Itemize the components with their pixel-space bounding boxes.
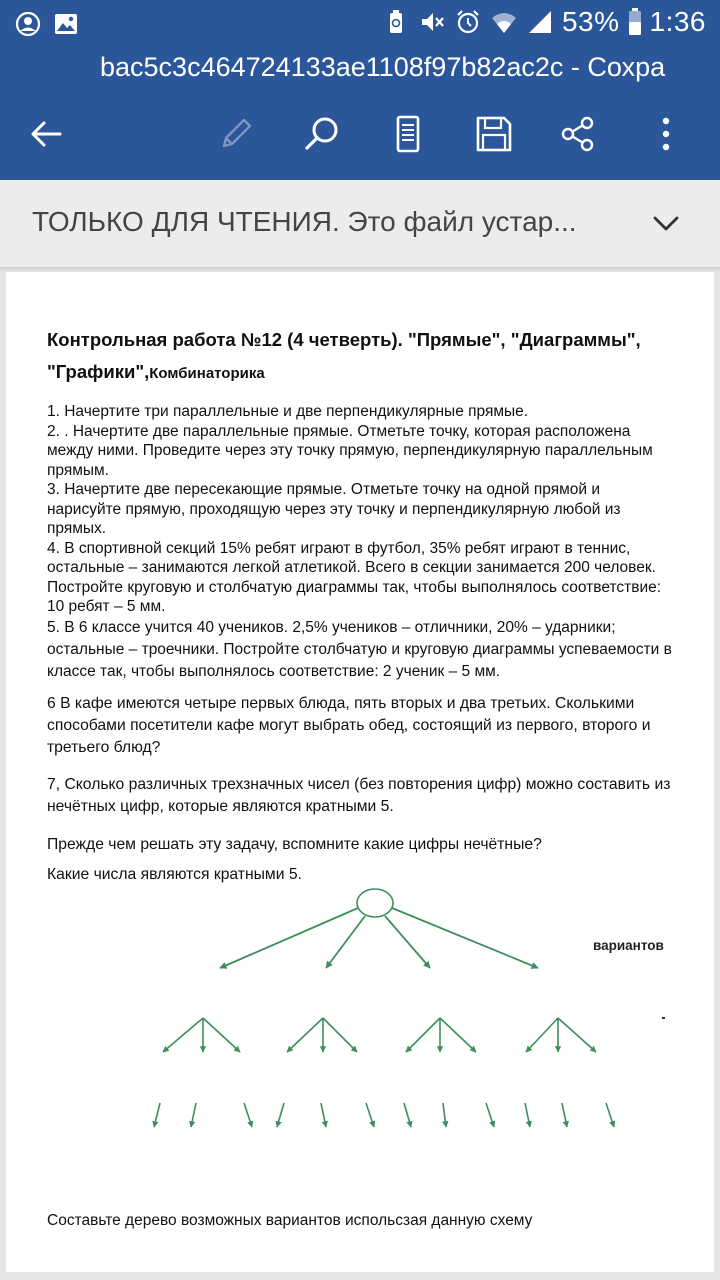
- account-circle-icon: [14, 10, 42, 38]
- document-title: bac5c3c464724133ae1108f97b82ac2c - Сохра: [100, 52, 666, 82]
- mute-icon: [418, 8, 446, 36]
- edit-button[interactable]: [210, 108, 262, 160]
- dash-mark: [662, 1017, 665, 1019]
- task-item: 2. . Начертите две параллельные прямые. Отметьте точку, которая расположена между ними. Проведите через эту точку прямую, перпендикулярную параллельным прямым.: [47, 422, 653, 479]
- footer-task: Составьте дерево возможных вариантов испольсзая данную схему: [47, 1212, 533, 1229]
- document-heading: [47, 324, 677, 390]
- task-7: 7, Сколько различных трехзначных чисел (без повторения цифр) можно составить из нечётных цифр, которые являются кратными 5.: [47, 775, 671, 815]
- heading-line-2-small: Комбинаторика: [149, 365, 265, 382]
- edit-pencil-icon: [216, 114, 256, 154]
- battery-saver-icon: [382, 8, 410, 36]
- task-item: 4. В спортивной секций 15% ребят играют в футбол, 35% ребят играют в теннис, остальные – занимаются легкой атлетикой. Всего в секции занимается 200 человек. Постройте круговую и столбчатую диаграммы так, чтобы выполнялось соответствие: 10 ребят – 5 мм.: [47, 539, 662, 615]
- task-item: 3. Начертите две пересекающие прямые. Отметьте точку на одной прямой и нарисуйте прямую, проходящую через эту точку и перпендикулярную любой из прямых.: [47, 481, 621, 537]
- document-body: [47, 324, 677, 886]
- share-icon: [558, 114, 598, 154]
- read-only-message: ТОЛЬКО ДЛЯ ЧТЕНИЯ. Это файл устар...: [32, 206, 577, 237]
- diagram-label: вариантов: [593, 938, 664, 953]
- signal-icon: [526, 8, 554, 36]
- more-icon: [646, 114, 686, 154]
- battery-icon: [628, 8, 642, 36]
- read-only-banner[interactable]: [0, 180, 720, 268]
- root-node: [357, 889, 393, 917]
- share-button[interactable]: [552, 108, 604, 160]
- save-button[interactable]: [468, 108, 520, 160]
- image-icon: [52, 10, 80, 38]
- back-button[interactable]: [20, 108, 72, 160]
- tree-diagram: [6, 880, 714, 1140]
- task-item: 1. Начертите три параллельные и две перпендикулярные прямые.: [47, 403, 529, 420]
- wifi-icon: [490, 8, 518, 36]
- battery-percent: 53%: [561, 6, 620, 37]
- hint-multiples: Какие числа являются кратными 5.: [47, 865, 302, 883]
- alarm-icon: [454, 8, 482, 36]
- hint-odd-digits: Прежде чем решать эту задачу, вспомните какие цифры нечётные?: [47, 835, 542, 853]
- app-bar: [0, 0, 720, 180]
- back-arrow-icon: [26, 114, 66, 154]
- task-item: 5. В 6 классе учится 40 учеников. 2,5% учеников – отличники, 20% – ударники; остальные – троечники. Постройте столбчатую и круговую диаграммы успеваемости в классе так, чтобы выполнялось соответствие: 2 ученик – 5 мм.: [47, 618, 672, 680]
- mobile-view-icon: [388, 114, 428, 154]
- task-6: 6 В кафе имеются четыре первых блюда, пять вторых и два третьих. Сколькими способами посетители кафе могут выбрать обед, состоящий из первого, второго и третьего блюд?: [47, 694, 651, 756]
- heading-line-2-main: "Графики",: [47, 361, 150, 382]
- clock: 1:36: [649, 6, 706, 37]
- search-icon: [302, 114, 342, 154]
- status-bar: [0, 0, 720, 48]
- chevron-down-icon[interactable]: [648, 206, 684, 242]
- heading-line-1: Контрольная работа №12 (4 четверть). "Прямые", "Диаграммы",: [47, 329, 641, 350]
- save-icon: [474, 114, 514, 154]
- tree-level-3-branches: [154, 1103, 614, 1127]
- more-options-button[interactable]: [640, 108, 692, 160]
- tree-level-2-branches: [163, 1018, 596, 1052]
- search-button[interactable]: [296, 108, 348, 160]
- task-list: [47, 402, 677, 683]
- mobile-view-button[interactable]: [382, 108, 434, 160]
- heading-line-2: [47, 356, 677, 390]
